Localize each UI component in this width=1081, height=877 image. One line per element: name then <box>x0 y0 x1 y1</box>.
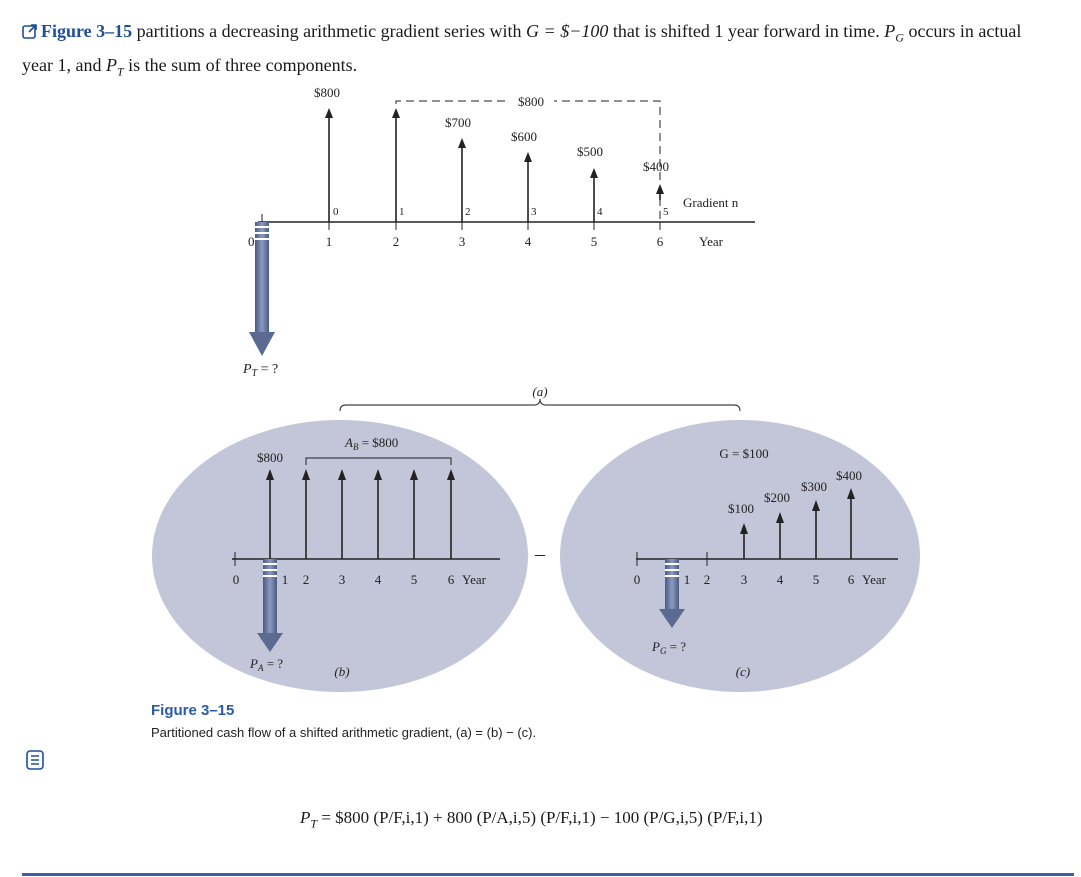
gradient-tick-5: 5 <box>663 206 669 218</box>
amount-a-400: $400 <box>643 159 669 174</box>
intro-pg: P <box>884 21 896 41</box>
intro-pt: P <box>105 54 117 75</box>
year-tick-c-0: 0 <box>633 572 641 587</box>
amount-a-600: $600 <box>511 129 537 144</box>
year-tick-a-5: 5 <box>590 234 598 249</box>
amount-c-100: $100 <box>728 501 754 516</box>
panel-c <box>560 420 920 692</box>
year-tick-b-3: 3 <box>338 572 346 587</box>
panel-b <box>152 420 528 692</box>
year-tick-c-3: 3 <box>740 572 748 587</box>
year-tick-c-6: 6 <box>847 572 855 587</box>
year-tick-a-0: 0 <box>248 234 255 249</box>
year-tick-b-4: 4 <box>374 572 382 587</box>
year-tick-c-2: 2 <box>703 572 711 587</box>
gradient-tick-3: 3 <box>531 206 537 218</box>
gradient-label: Gradient n <box>683 195 739 210</box>
panel-label-c: (c) <box>735 664 751 679</box>
caption-text: Partitioned cash flow of a shifted arithmetic gradient, (a) = (b) − (c). <box>151 725 537 740</box>
up-arrow-a3 <box>458 138 466 148</box>
year-tick-a-1: 1 <box>325 234 333 249</box>
year-tick-b-1: 1 <box>281 572 289 587</box>
curly-brace <box>340 399 740 411</box>
amount-a-700: $700 <box>445 115 471 130</box>
intro-text-a: partitions a decreasing arithmetic gradient series with <box>132 21 527 41</box>
caption-title: Figure 3–15 <box>151 702 235 719</box>
gradient-tick-4: 4 <box>597 206 603 218</box>
intro-g-expr: G = $−100 <box>526 21 609 41</box>
amount-b-800: $800 <box>257 450 283 465</box>
intro-text-b: that is shifted 1 year forward in time. <box>608 21 885 41</box>
year-tick-b-0: 0 <box>232 572 240 587</box>
figure-caption <box>151 702 536 740</box>
pa-label: $P_A$ = ? <box>250 656 284 673</box>
intro-pt-sub: T <box>116 64 124 79</box>
g-label: G = $100 <box>719 446 769 461</box>
ab-label: $A_B$ = $800 <box>345 435 399 452</box>
panel-label-a: (a) <box>532 384 548 399</box>
up-arrow-a1 <box>325 108 333 118</box>
pg-label: $P_G$ = ? <box>652 639 687 656</box>
year-tick-c-1: 1 <box>683 572 691 587</box>
year-tick-a-3: 3 <box>458 234 466 249</box>
amount-a-800: $800 <box>314 85 340 100</box>
amount-c-400: $400 <box>836 468 862 483</box>
year-axis-label-c: Year <box>862 572 886 587</box>
panel-label-b: (b) <box>334 664 350 679</box>
notes-icon[interactable] <box>26 750 44 770</box>
equation-lhs-sub: T <box>310 816 318 831</box>
gradient-tick-0: 0 <box>333 206 339 218</box>
year-tick-a-2: 2 <box>392 234 400 249</box>
bracket-label-a: $800 <box>518 94 544 109</box>
year-tick-a-6: 6 <box>656 234 664 249</box>
year-axis-label-a: Year <box>699 234 723 249</box>
up-arrow-a4 <box>524 152 532 162</box>
up-arrow-a6 <box>656 184 664 194</box>
amount-c-300: $300 <box>801 479 827 494</box>
panel-a <box>242 85 755 411</box>
amount-c-200: $200 <box>764 490 790 505</box>
bottom-rule <box>22 873 1074 876</box>
year-tick-b-5: 5 <box>410 572 418 587</box>
equation-rhs: = $800 (P/F,i,1) + 800 (P/A,i,5) (P/F,i,1) − 100 (P/G,i,5) (P/F,i,1) <box>317 808 763 827</box>
year-tick-c-5: 5 <box>812 572 820 587</box>
pt-equation <box>300 808 763 831</box>
intro-text-d: is the sum of three components. <box>123 54 358 75</box>
up-arrow-a2 <box>392 108 400 118</box>
pt-label: $P_T$ = ? <box>243 362 279 379</box>
intro-pg-sub: G <box>895 30 904 45</box>
year-tick-c-4: 4 <box>776 572 784 587</box>
ellipse-b <box>152 420 528 692</box>
gradient-tick-2: 2 <box>465 206 471 218</box>
intro-text-c: occurs in actual year 1, and <box>22 21 1022 75</box>
amount-a-500: $500 <box>577 144 603 159</box>
up-arrow-a5 <box>590 168 598 178</box>
year-tick-a-4: 4 <box>524 234 532 249</box>
equation-lhs: P <box>300 808 311 827</box>
year-axis-label-b: Year <box>462 572 486 587</box>
year-tick-b-2: 2 <box>302 572 310 587</box>
figure-link[interactable]: Figure 3–15 <box>41 21 133 41</box>
year-tick-b-6: 6 <box>447 572 455 587</box>
minus-sign: – <box>535 543 545 565</box>
gradient-tick-1: 1 <box>399 206 405 218</box>
